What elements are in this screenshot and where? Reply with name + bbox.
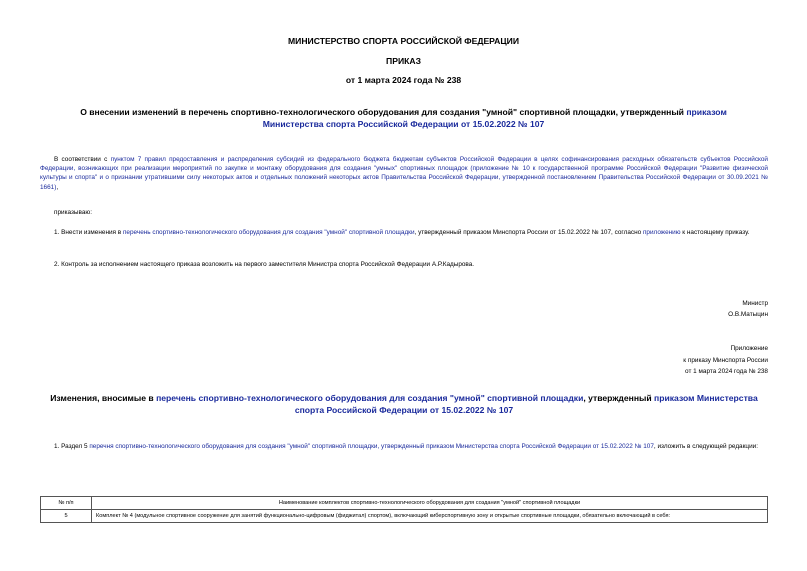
changes-order-link[interactable]: приказом Министерства спорта Российской Федерации от 15.02.2022 № 107 xyxy=(294,393,758,415)
table-header-num: № п/п xyxy=(41,497,92,510)
preamble-end: , xyxy=(56,183,59,191)
changes-title-b: , утвержденный xyxy=(583,393,655,403)
changes-paragraph xyxy=(40,442,768,451)
changes-list-link[interactable]: перечень спортивно-технологического оборудования для создания "умной" спортивной площадки xyxy=(156,393,584,403)
table-cell-num: 5 xyxy=(41,510,92,523)
signature-name: О.В.Матыцин xyxy=(728,311,768,318)
table-row xyxy=(41,510,768,523)
item-2: 2. Контроль за исполнением настоящего приказа возложить на первого заместителя Министра спорта Российской Федерации А.Р.Кадырова. xyxy=(54,261,475,268)
changes-title xyxy=(40,392,768,416)
item-1 xyxy=(40,228,768,237)
appendix-label: Приложение xyxy=(730,345,768,352)
signature-position: Министр xyxy=(742,300,768,307)
item-1-text-a: 1. Внести изменения в xyxy=(54,229,123,236)
preamble-text: В соответствии с xyxy=(54,156,111,163)
item-1-list-link[interactable]: перечень спортивно-технологического оборудования для создания "умной" спортивной площадки xyxy=(122,229,415,236)
appendix-line-2: к приказу Минспорта России xyxy=(683,357,768,364)
preamble-rules-link[interactable]: пунктом 7 правил предоставления и распределения субсидий из федерального бюджета бюджетам субъектов Российской Федерации в целях софинансирования расходных обязательств субъектов Российской Федерации, возникающих при реализации мероприятий по закупке и монтажу оборудования для создания "умных" спортивных площадок (приложение № 10 к государственной программе Российской Федерации "Развитие физической культуры и спорта" и о признании утратившими силу некоторых актов и отдельных положений некоторых актов Правительства Российской Федерации, утвержденной постановлением Правительства Российской Федерации от 30.09.2021 № 1661) xyxy=(40,156,769,191)
appendix-line-3: от 1 марта 2024 года № 238 xyxy=(685,368,768,375)
doc-type: ПРИКАЗ xyxy=(386,56,421,66)
preamble-paragraph xyxy=(40,155,768,192)
table-header-row xyxy=(41,497,768,510)
table-cell-text: Комплект № 4 (модульное спортивное сооружение для занятий функционально-цифровым (фиджитал) спортом), включающий киберспортивную зону и открытые спортивные площадки, обязательно включающий в себя: xyxy=(92,510,768,523)
item-1-text-b: , утвержденный приказом Минспорта России от 15.02.2022 № 107, согласно xyxy=(414,229,643,236)
equipment-table xyxy=(40,496,768,523)
table-header-name: Наименование комплектов спортивно-технологического оборудования для создания "умной" спортивной площадки xyxy=(92,497,768,510)
ministry-title: МИНИСТЕРСТВО СПОРТА РОССИЙСКОЙ ФЕДЕРАЦИИ xyxy=(287,36,519,46)
subject-order-link[interactable]: приказом Министерства спорта Российской Федерации от 15.02.2022 № 107 xyxy=(262,107,727,129)
subject-text: О внесении изменений в перечень спортивно-технологического оборудования для создания "умной" спортивной площадки, утвержденный xyxy=(80,107,687,117)
item-1-text-c: к настоящему приказу. xyxy=(680,229,750,236)
item-1-appendix-link[interactable]: приложению xyxy=(642,229,681,236)
changes-p-link[interactable]: перечня спортивно-технологического оборудования для создания "умной" спортивной площадки, утвержденный приказом Министерства спорта Российской Федерации от 15.02.2022 № 107 xyxy=(89,443,654,450)
doc-date-number: от 1 марта 2024 года № 238 xyxy=(345,75,462,85)
changes-title-a: Изменения, вносимые в xyxy=(50,393,157,403)
order-word: приказываю: xyxy=(54,209,92,216)
changes-p-a: 1. Раздел 5 xyxy=(54,443,90,450)
changes-p-b: , изложить в следующей редакции: xyxy=(653,443,758,450)
doc-subject xyxy=(60,106,747,130)
